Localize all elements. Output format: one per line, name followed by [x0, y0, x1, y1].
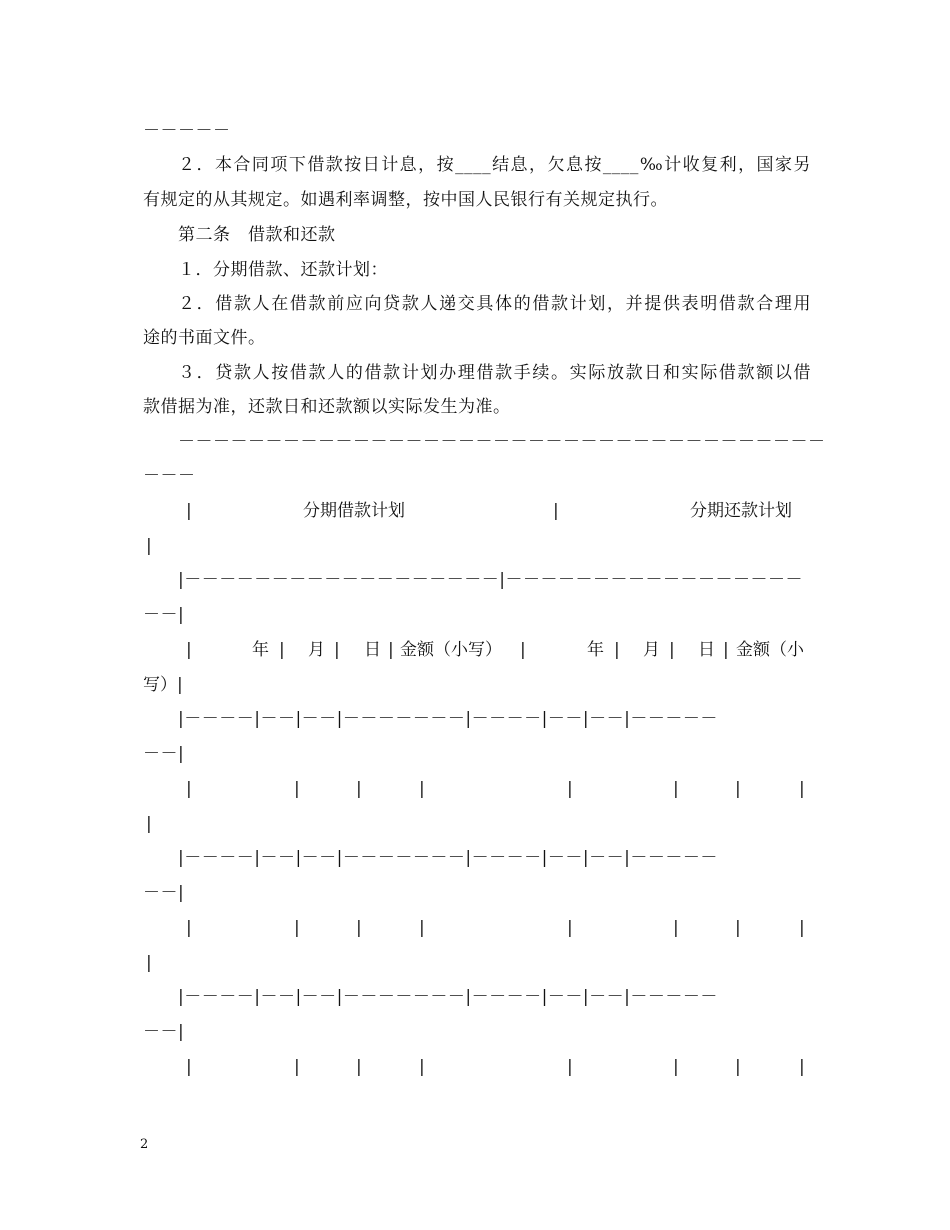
header-separator-line-1: |－－－－－－－－－－－－－－－－－－|－－－－－－－－－－－－－－－－－ — [178, 570, 803, 590]
row-separator-line-1: |－－－－|－－|－－|－－－－－－－|－－－－|－－|－－|－－－－－ — [178, 709, 718, 729]
col-month: 月 — [308, 640, 325, 660]
clause-2-line-1: ２．本合同项下借款按日计息，按____结息，欠息按____‰计收复利，国家另 — [178, 155, 811, 175]
row-separator-line-1: |－－－－|－－|－－|－－－－－－－|－－－－|－－|－－|－－－－－ — [178, 848, 718, 868]
row-separator-line-2: －－| — [143, 883, 185, 903]
table-top-rule-line-1: －－－－－－－－－－－－－－－－－－－－－－－－－－－－－－－－－－－－－ — [178, 432, 826, 452]
table-bar: | — [669, 640, 675, 660]
table-bar: | — [334, 640, 340, 660]
table-bar: | — [735, 918, 741, 938]
table-bar: | — [146, 536, 152, 556]
table-bar: | — [186, 918, 192, 938]
table-bar: | — [146, 953, 152, 973]
table-bar: | — [356, 1057, 362, 1077]
row-separator-line-1: |－－－－|－－|－－|－－－－－－－|－－－－|－－|－－|－－－－－ — [178, 987, 718, 1007]
table-bar: | — [673, 779, 679, 799]
table-bar: | — [567, 1057, 573, 1077]
table-bar: | — [356, 918, 362, 938]
table-bar: | — [614, 640, 620, 660]
item-1: １．分期借款、还款计划： — [178, 260, 388, 280]
item-3-line-2: 款借据为准，还款日和还款额以实际发生为准。 — [143, 397, 511, 417]
item-2-line-1: ２．借款人在借款前应向贷款人递交具体的借款计划，并提供表明借款合理用 — [178, 294, 811, 314]
table-bar: | — [186, 501, 192, 521]
table-bar: | — [186, 1057, 192, 1077]
table-bar: | — [799, 1057, 805, 1077]
table-bar: | — [388, 640, 394, 660]
table-bar: | — [567, 779, 573, 799]
table-top-rule-line-2: －－－ — [143, 466, 196, 486]
col-amount-wrap-end: 写）| — [143, 675, 183, 695]
table-bar: | — [419, 1057, 425, 1077]
row-separator-line-2: －－| — [143, 744, 185, 764]
clause-2-line-2: 有规定的从其规定。如遇利率调整，按中国人民银行有关规定执行。 — [143, 190, 668, 210]
table-bar: | — [419, 918, 425, 938]
col-day: 日 — [698, 640, 715, 660]
table-bar: | — [520, 640, 526, 660]
table-bar: | — [279, 640, 285, 660]
table-bar: | — [567, 918, 573, 938]
header-repayment-plan: 分期还款计划 — [690, 501, 792, 521]
col-year: 年 — [252, 640, 269, 660]
table-bar: | — [294, 1057, 300, 1077]
col-amount-wrap: 金额（小 — [736, 640, 804, 660]
item-3-line-1: ３．贷款人按借款人的借款计划办理借款手续。实际放款日和实际借款额以借 — [178, 363, 811, 383]
table-bar: | — [186, 640, 192, 660]
table-bar: | — [294, 779, 300, 799]
row-separator-line-2: －－| — [143, 1022, 185, 1042]
top-dash-line: －－－－－ — [143, 121, 231, 141]
table-bar: | — [673, 918, 679, 938]
col-day: 日 — [364, 640, 381, 660]
table-bar: | — [723, 640, 729, 660]
article-2-heading: 第二条 借款和还款 — [178, 225, 336, 245]
header-separator-line-2: －－| — [143, 605, 185, 625]
table-bar: | — [146, 814, 152, 834]
table-bar: | — [735, 779, 741, 799]
page-number: 2 — [140, 1137, 149, 1152]
col-year: 年 — [587, 640, 604, 660]
table-bar: | — [735, 1057, 741, 1077]
table-bar: | — [799, 779, 805, 799]
table-bar: | — [419, 779, 425, 799]
table-bar: | — [673, 1057, 679, 1077]
table-bar: | — [553, 501, 559, 521]
col-month: 月 — [643, 640, 660, 660]
table-bar: | — [799, 918, 805, 938]
table-bar: | — [186, 779, 192, 799]
item-2-line-2: 途的书面文件。 — [143, 328, 266, 348]
table-bar: | — [294, 918, 300, 938]
col-amount: 金额（小写） — [400, 640, 502, 660]
table-bar: | — [356, 779, 362, 799]
header-loan-plan: 分期借款计划 — [303, 501, 405, 521]
